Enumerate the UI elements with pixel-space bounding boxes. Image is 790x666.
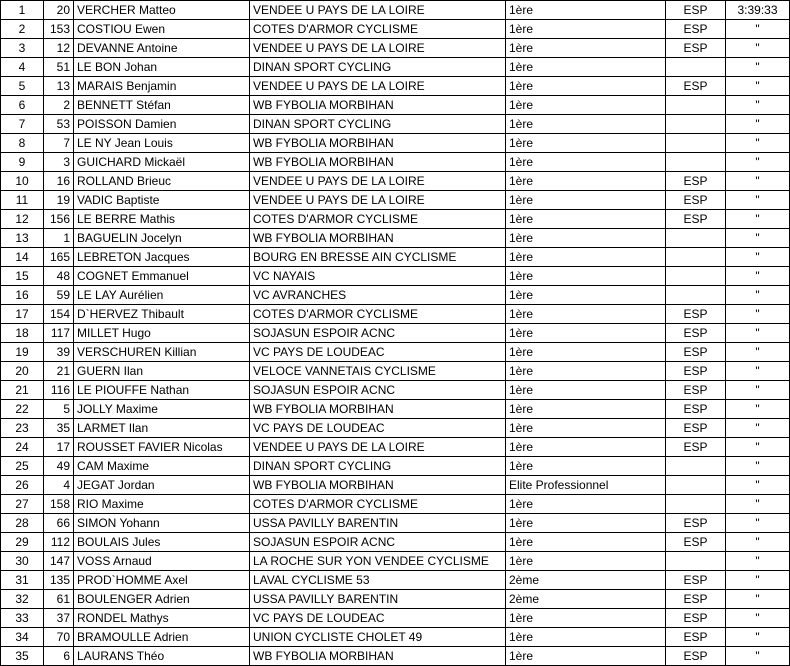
age-category-cell: ESP [666,438,726,457]
rider-name-cell: VERSCHUREN Killian [74,343,250,362]
rider-name-cell: COSTIOU Ewen [74,20,250,39]
bib-cell: 153 [44,20,74,39]
rider-name-cell: LEBRETON Jacques [74,248,250,267]
bib-cell: 4 [44,476,74,495]
time-cell: " [726,305,790,324]
rider-name-cell: LE NY Jean Louis [74,134,250,153]
table-row [1,533,790,552]
bib-cell: 66 [44,514,74,533]
age-category-cell: ESP [666,172,726,191]
rider-name-cell: DEVANNE Antoine [74,39,250,58]
rank-cell: 9 [1,153,44,172]
category-level-cell: 1ère [506,552,666,571]
team-cell: BOURG EN BRESSE AIN CYCLISME [250,248,506,267]
bib-cell: 3 [44,153,74,172]
category-level-cell: 1ère [506,153,666,172]
table-row [1,39,790,58]
bib-cell: 12 [44,39,74,58]
table-row [1,552,790,571]
category-level-cell: 1ère [506,210,666,229]
age-category-cell [666,476,726,495]
time-cell: " [726,495,790,514]
table-row [1,400,790,419]
team-cell: USSA PAVILLY BARENTIN [250,514,506,533]
rank-cell: 20 [1,362,44,381]
category-level-cell: 1ère [506,39,666,58]
rank-cell: 10 [1,172,44,191]
table-row [1,590,790,609]
team-cell: UNION CYCLISTE CHOLET 49 [250,628,506,647]
team-cell: VENDEE U PAYS DE LA LOIRE [250,39,506,58]
rank-cell: 7 [1,115,44,134]
rider-name-cell: LE BERRE Mathis [74,210,250,229]
bib-cell: 116 [44,381,74,400]
rank-cell: 2 [1,20,44,39]
rider-name-cell: ROLLAND Brieuc [74,172,250,191]
bib-cell: 70 [44,628,74,647]
rider-name-cell: GUERN Ilan [74,362,250,381]
rank-cell: 29 [1,533,44,552]
time-cell: " [726,248,790,267]
results-body [1,1,790,666]
age-category-cell: ESP [666,77,726,96]
time-cell: 3:39:33 [726,1,790,20]
table-row [1,381,790,400]
team-cell: COTES D'ARMOR CYCLISME [250,210,506,229]
category-level-cell: 1ère [506,191,666,210]
team-cell: DINAN SPORT CYCLING [250,115,506,134]
team-cell: LA ROCHE SUR YON VENDEE CYCLISME [250,552,506,571]
bib-cell: 61 [44,590,74,609]
rank-cell: 16 [1,286,44,305]
time-cell: " [726,267,790,286]
table-row [1,210,790,229]
bib-cell: 158 [44,495,74,514]
category-level-cell: 1ère [506,20,666,39]
team-cell: DINAN SPORT CYCLING [250,457,506,476]
team-cell: VELOCE VANNETAIS CYCLISME [250,362,506,381]
rank-cell: 31 [1,571,44,590]
category-level-cell: 1ère [506,1,666,20]
team-cell: VENDEE U PAYS DE LA LOIRE [250,77,506,96]
age-category-cell [666,153,726,172]
table-row [1,115,790,134]
rider-name-cell: BOULENGER Adrien [74,590,250,609]
rank-cell: 3 [1,39,44,58]
table-row [1,324,790,343]
rider-name-cell: LE LAY Aurélien [74,286,250,305]
time-cell: " [726,362,790,381]
age-category-cell: ESP [666,362,726,381]
time-cell: " [726,20,790,39]
rider-name-cell: LE PIOUFFE Nathan [74,381,250,400]
age-category-cell: ESP [666,400,726,419]
age-category-cell: ESP [666,1,726,20]
age-category-cell [666,495,726,514]
age-category-cell [666,115,726,134]
category-level-cell: 1ère [506,514,666,533]
rider-name-cell: D`HERVEZ Thibault [74,305,250,324]
age-category-cell [666,457,726,476]
team-cell: WB FYBOLIA MORBIHAN [250,400,506,419]
table-row [1,571,790,590]
table-row [1,628,790,647]
category-level-cell: 1ère [506,229,666,248]
team-cell: VC NAYAIS [250,267,506,286]
team-cell: SOJASUN ESPOIR ACNC [250,324,506,343]
time-cell: " [726,533,790,552]
category-level-cell: 1ère [506,96,666,115]
table-row [1,286,790,305]
team-cell: USSA PAVILLY BARENTIN [250,590,506,609]
bib-cell: 20 [44,1,74,20]
bib-cell: 117 [44,324,74,343]
bib-cell: 53 [44,115,74,134]
rider-name-cell: MARAIS Benjamin [74,77,250,96]
time-cell: " [726,77,790,96]
category-level-cell: 1ère [506,343,666,362]
category-level-cell: 1ère [506,77,666,96]
rider-name-cell: RIO Maxime [74,495,250,514]
rider-name-cell: SIMON Yohann [74,514,250,533]
bib-cell: 1 [44,229,74,248]
time-cell: " [726,191,790,210]
bib-cell: 48 [44,267,74,286]
bib-cell: 165 [44,248,74,267]
team-cell: WB FYBOLIA MORBIHAN [250,229,506,248]
age-category-cell [666,286,726,305]
team-cell: COTES D'ARMOR CYCLISME [250,20,506,39]
time-cell: " [726,457,790,476]
table-row [1,172,790,191]
time-cell: " [726,609,790,628]
rider-name-cell: JOLLY Maxime [74,400,250,419]
time-cell: " [726,286,790,305]
rank-cell: 21 [1,381,44,400]
rank-cell: 8 [1,134,44,153]
time-cell: " [726,381,790,400]
rank-cell: 5 [1,77,44,96]
time-cell: " [726,210,790,229]
rank-cell: 12 [1,210,44,229]
bib-cell: 2 [44,96,74,115]
table-row [1,495,790,514]
age-category-cell: ESP [666,305,726,324]
rank-cell: 14 [1,248,44,267]
category-level-cell: 1ère [506,362,666,381]
rank-cell: 28 [1,514,44,533]
rank-cell: 6 [1,96,44,115]
team-cell: WB FYBOLIA MORBIHAN [250,134,506,153]
bib-cell: 5 [44,400,74,419]
table-row [1,647,790,666]
age-category-cell: ESP [666,210,726,229]
category-level-cell: 1ère [506,286,666,305]
rider-name-cell: BRAMOULLE Adrien [74,628,250,647]
time-cell: " [726,419,790,438]
rider-name-cell: COGNET Emmanuel [74,267,250,286]
bib-cell: 6 [44,647,74,666]
age-category-cell: ESP [666,590,726,609]
rank-cell: 4 [1,58,44,77]
rank-cell: 22 [1,400,44,419]
time-cell: " [726,229,790,248]
time-cell: " [726,58,790,77]
bib-cell: 147 [44,552,74,571]
rider-name-cell: JEGAT Jordan [74,476,250,495]
table-row [1,267,790,286]
rank-cell: 26 [1,476,44,495]
table-row [1,134,790,153]
time-cell: " [726,400,790,419]
rank-cell: 30 [1,552,44,571]
rank-cell: 24 [1,438,44,457]
rider-name-cell: RONDEL Mathys [74,609,250,628]
table-row [1,229,790,248]
rider-name-cell: BENNETT Stéfan [74,96,250,115]
age-category-cell: ESP [666,571,726,590]
category-level-cell: 1ère [506,457,666,476]
rider-name-cell: LAURANS Théo [74,647,250,666]
rider-name-cell: GUICHARD Mickaël [74,153,250,172]
age-category-cell [666,229,726,248]
time-cell: " [726,552,790,571]
category-level-cell: 1ère [506,609,666,628]
time-cell: " [726,571,790,590]
time-cell: " [726,324,790,343]
age-category-cell: ESP [666,343,726,362]
category-level-cell: 1ère [506,419,666,438]
category-level-cell: 1ère [506,248,666,267]
rider-name-cell: ROUSSET FAVIER Nicolas [74,438,250,457]
age-category-cell: ESP [666,514,726,533]
bib-cell: 135 [44,571,74,590]
team-cell: SOJASUN ESPOIR ACNC [250,381,506,400]
rank-cell: 11 [1,191,44,210]
age-category-cell: ESP [666,533,726,552]
age-category-cell: ESP [666,39,726,58]
team-cell: COTES D'ARMOR CYCLISME [250,495,506,514]
age-category-cell [666,58,726,77]
age-category-cell: ESP [666,647,726,666]
team-cell: VENDEE U PAYS DE LA LOIRE [250,438,506,457]
table-row [1,1,790,20]
time-cell: " [726,343,790,362]
age-category-cell [666,134,726,153]
team-cell: WB FYBOLIA MORBIHAN [250,647,506,666]
table-row [1,609,790,628]
table-row [1,514,790,533]
rider-name-cell: VERCHER Matteo [74,1,250,20]
rank-cell: 13 [1,229,44,248]
table-row [1,305,790,324]
category-level-cell: 1ère [506,115,666,134]
category-level-cell: 1ère [506,305,666,324]
team-cell: VENDEE U PAYS DE LA LOIRE [250,1,506,20]
team-cell: VC AVRANCHES [250,286,506,305]
rider-name-cell: LARMET Ilan [74,419,250,438]
rider-name-cell: MILLET Hugo [74,324,250,343]
rank-cell: 17 [1,305,44,324]
time-cell: " [726,628,790,647]
rider-name-cell: PROD`HOMME Axel [74,571,250,590]
age-category-cell: ESP [666,609,726,628]
table-row [1,153,790,172]
time-cell: " [726,438,790,457]
table-row [1,248,790,267]
bib-cell: 17 [44,438,74,457]
category-level-cell: 1ère [506,324,666,343]
bib-cell: 7 [44,134,74,153]
time-cell: " [726,134,790,153]
team-cell: COTES D'ARMOR CYCLISME [250,305,506,324]
rank-cell: 32 [1,590,44,609]
team-cell: SOJASUN ESPOIR ACNC [250,533,506,552]
category-level-cell: 1ère [506,628,666,647]
team-cell: VENDEE U PAYS DE LA LOIRE [250,172,506,191]
category-level-cell: 1ère [506,172,666,191]
category-level-cell: 1ère [506,381,666,400]
bib-cell: 19 [44,191,74,210]
rank-cell: 23 [1,419,44,438]
bib-cell: 39 [44,343,74,362]
time-cell: " [726,514,790,533]
time-cell: " [726,590,790,609]
time-cell: " [726,39,790,58]
rank-cell: 1 [1,1,44,20]
table-row [1,20,790,39]
rider-name-cell: LE BON Johan [74,58,250,77]
rank-cell: 19 [1,343,44,362]
bib-cell: 37 [44,609,74,628]
rider-name-cell: VADIC Baptiste [74,191,250,210]
age-category-cell [666,267,726,286]
table-row [1,457,790,476]
time-cell: " [726,172,790,191]
team-cell: DINAN SPORT CYCLING [250,58,506,77]
age-category-cell [666,552,726,571]
bib-cell: 13 [44,77,74,96]
age-category-cell [666,248,726,267]
age-category-cell: ESP [666,191,726,210]
table-row [1,419,790,438]
category-level-cell: 1ère [506,58,666,77]
team-cell: LAVAL CYCLISME 53 [250,571,506,590]
category-level-cell: 1ère [506,267,666,286]
table-row [1,77,790,96]
rank-cell: 18 [1,324,44,343]
rider-name-cell: POISSON Damien [74,115,250,134]
rank-cell: 15 [1,267,44,286]
team-cell: VC PAYS DE LOUDEAC [250,419,506,438]
team-cell: WB FYBOLIA MORBIHAN [250,153,506,172]
team-cell: WB FYBOLIA MORBIHAN [250,476,506,495]
bib-cell: 49 [44,457,74,476]
team-cell: VC PAYS DE LOUDEAC [250,609,506,628]
time-cell: " [726,476,790,495]
bib-cell: 16 [44,172,74,191]
age-category-cell: ESP [666,324,726,343]
age-category-cell: ESP [666,628,726,647]
rider-name-cell: BAGUELIN Jocelyn [74,229,250,248]
rank-cell: 25 [1,457,44,476]
bib-cell: 156 [44,210,74,229]
rank-cell: 34 [1,628,44,647]
table-row [1,96,790,115]
table-row [1,343,790,362]
age-category-cell: ESP [666,381,726,400]
rank-cell: 27 [1,495,44,514]
age-category-cell: ESP [666,419,726,438]
age-category-cell: ESP [666,20,726,39]
table-row [1,362,790,381]
category-level-cell: 2ème [506,571,666,590]
team-cell: VC PAYS DE LOUDEAC [250,343,506,362]
category-level-cell: 1ère [506,647,666,666]
table-row [1,438,790,457]
category-level-cell: 1ère [506,495,666,514]
bib-cell: 154 [44,305,74,324]
bib-cell: 112 [44,533,74,552]
time-cell: " [726,115,790,134]
table-row [1,58,790,77]
rider-name-cell: BOULAIS Jules [74,533,250,552]
category-level-cell: 1ère [506,400,666,419]
rank-cell: 33 [1,609,44,628]
category-level-cell: Elite Professionnel [506,476,666,495]
table-row [1,476,790,495]
table-row [1,191,790,210]
time-cell: " [726,647,790,666]
bib-cell: 21 [44,362,74,381]
age-category-cell [666,96,726,115]
rider-name-cell: CAM Maxime [74,457,250,476]
time-cell: " [726,96,790,115]
bib-cell: 59 [44,286,74,305]
category-level-cell: 1ère [506,438,666,457]
team-cell: WB FYBOLIA MORBIHAN [250,96,506,115]
rider-name-cell: VOSS Arnaud [74,552,250,571]
category-level-cell: 1ère [506,134,666,153]
time-cell: " [726,153,790,172]
bib-cell: 51 [44,58,74,77]
team-cell: VENDEE U PAYS DE LA LOIRE [250,191,506,210]
bib-cell: 35 [44,419,74,438]
category-level-cell: 1ère [506,533,666,552]
rank-cell: 35 [1,647,44,666]
category-level-cell: 2ème [506,590,666,609]
